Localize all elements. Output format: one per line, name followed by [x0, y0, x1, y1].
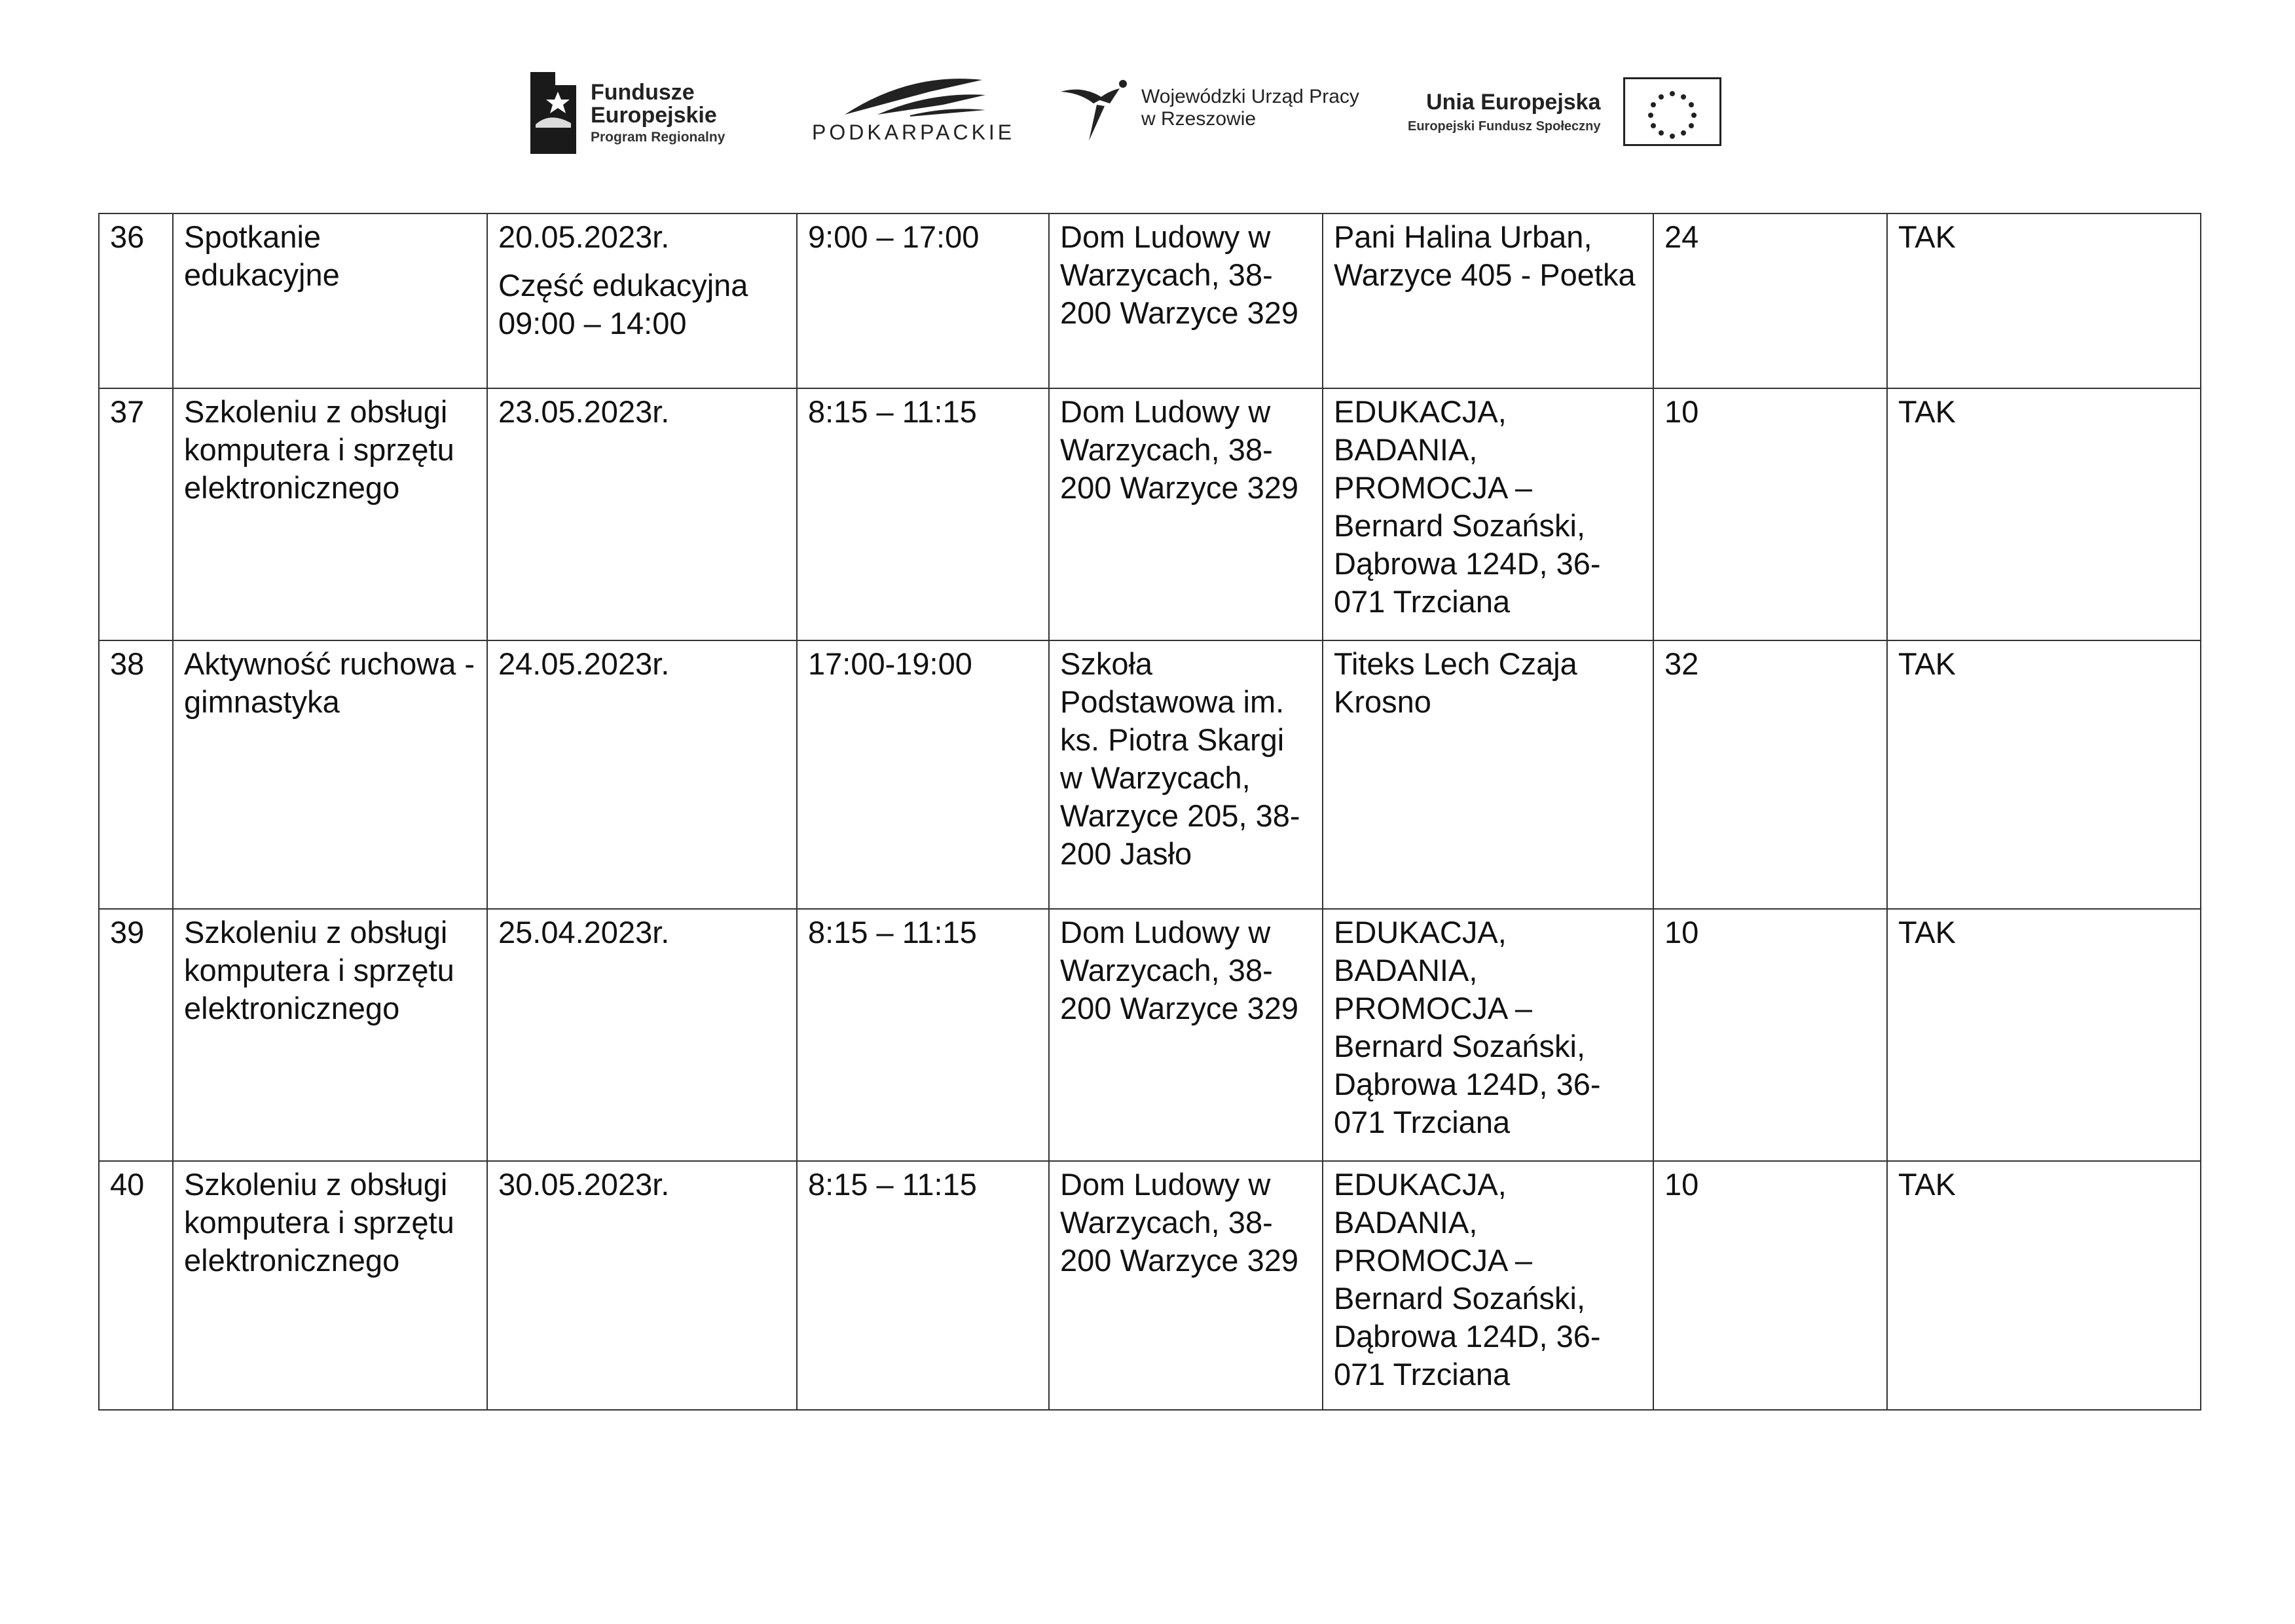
table-row [99, 388, 2201, 640]
event-name: Szkoleniu z obsługi komputera i sprzętu elektronicznego [173, 909, 487, 1161]
ue-line2: Europejski Fundusz Społeczny [1408, 119, 1601, 134]
event-provider: EDUKACJA, BADANIA, PROMOCJA – Bernard Sozański, Dąbrowa 124D, 36-071 Trzciana [1323, 909, 1653, 1161]
event-time: 9:00 – 17:00 [797, 213, 1049, 388]
row-number: 36 [99, 213, 173, 388]
fundusze-line1: Fundusze [591, 79, 695, 105]
event-name: Aktywność ruchowa - gimnastyka [173, 640, 487, 909]
podkarpackie-name: PODKARPACKIE [812, 120, 1016, 144]
event-date: 25.04.2023r. [487, 909, 797, 1161]
event-name: Szkoleniu z obsługi komputera i sprzętu elektronicznego [173, 1161, 487, 1410]
event-place: Dom Ludowy w Warzycach, 38-200 Warzyce 329 [1049, 909, 1323, 1161]
event-name: Szkoleniu z obsługi komputera i sprzętu elektronicznego [173, 388, 487, 640]
event-status: TAK [1887, 213, 2201, 388]
participant-count: 10 [1653, 388, 1887, 640]
table-row [99, 1161, 2201, 1410]
event-place: Dom Ludowy w Warzycach, 38-200 Warzyce 329 [1049, 213, 1323, 388]
event-time: 8:15 – 11:15 [797, 909, 1049, 1161]
event-place: Szkoła Podstawowa im. ks. Piotra Skargi w Warzycach, Warzyce 205, 38-200 Jasło [1049, 640, 1323, 909]
row-number: 40 [99, 1161, 173, 1410]
fundusze-line3: Program Regionalny [591, 130, 725, 145]
fundusze-line2: Europejskie [591, 103, 717, 128]
event-date: 20.05.2023r. [498, 219, 670, 254]
row-number: 39 [99, 909, 173, 1161]
event-provider: EDUKACJA, BADANIA, PROMOCJA – Bernard Sozański, Dąbrowa 124D, 36-071 Trzciana [1323, 388, 1653, 640]
wup-line1: Wojewódzki Urząd Pracy [1141, 85, 1359, 107]
event-date: 30.05.2023r. [487, 1161, 797, 1410]
unia-europejska-logo [1408, 77, 1721, 146]
eu-flag-icon [1623, 77, 1721, 146]
event-provider: EDUKACJA, BADANIA, PROMOCJA – Bernard Sozański, Dąbrowa 124D, 36-071 Trzciana [1323, 1161, 1653, 1410]
wup-bird-icon [1057, 72, 1129, 144]
event-date: 24.05.2023r. [487, 640, 797, 909]
fundusze-europejskie-icon [530, 72, 576, 154]
row-number: 37 [99, 388, 173, 640]
ue-line1: Unia Europejska [1426, 89, 1601, 115]
event-time: 8:15 – 11:15 [797, 1161, 1049, 1410]
row-number: 38 [99, 640, 173, 909]
participant-count: 10 [1653, 909, 1887, 1161]
table-row [99, 909, 2201, 1161]
event-status: TAK [1887, 640, 2201, 909]
participant-count: 10 [1653, 1161, 1887, 1410]
event-provider: Pani Halina Urban, Warzyce 405 - Poetka [1323, 213, 1653, 388]
wup-line2: w Rzeszowie [1141, 108, 1257, 130]
event-provider: Titeks Lech Czaja Krosno [1323, 640, 1653, 909]
event-place: Dom Ludowy w Warzycach, 38-200 Warzyce 329 [1049, 388, 1323, 640]
event-status: TAK [1887, 909, 2201, 1161]
event-date-note: Część edukacyjna 09:00 – 14:00 [498, 268, 748, 341]
event-date-cell [487, 213, 797, 388]
event-status: TAK [1887, 1161, 2201, 1410]
event-place: Dom Ludowy w Warzycach, 38-200 Warzyce 329 [1049, 1161, 1323, 1410]
schedule-table [98, 213, 2201, 1411]
participant-count: 32 [1653, 640, 1887, 909]
event-time: 8:15 – 11:15 [797, 388, 1049, 640]
table-row [99, 213, 2201, 388]
logo-bar [0, 0, 2295, 170]
podkarpackie-wing-icon [838, 72, 989, 118]
wup-logo [1057, 72, 1359, 144]
event-status: TAK [1887, 388, 2201, 640]
fundusze-europejskie-logo [530, 72, 725, 154]
event-name: Spotkanie edukacyjne [173, 213, 487, 388]
participant-count: 24 [1653, 213, 1887, 388]
event-time: 17:00-19:00 [797, 640, 1049, 909]
event-date: 23.05.2023r. [487, 388, 797, 640]
table-row [99, 640, 2201, 909]
podkarpackie-logo [812, 72, 1015, 145]
